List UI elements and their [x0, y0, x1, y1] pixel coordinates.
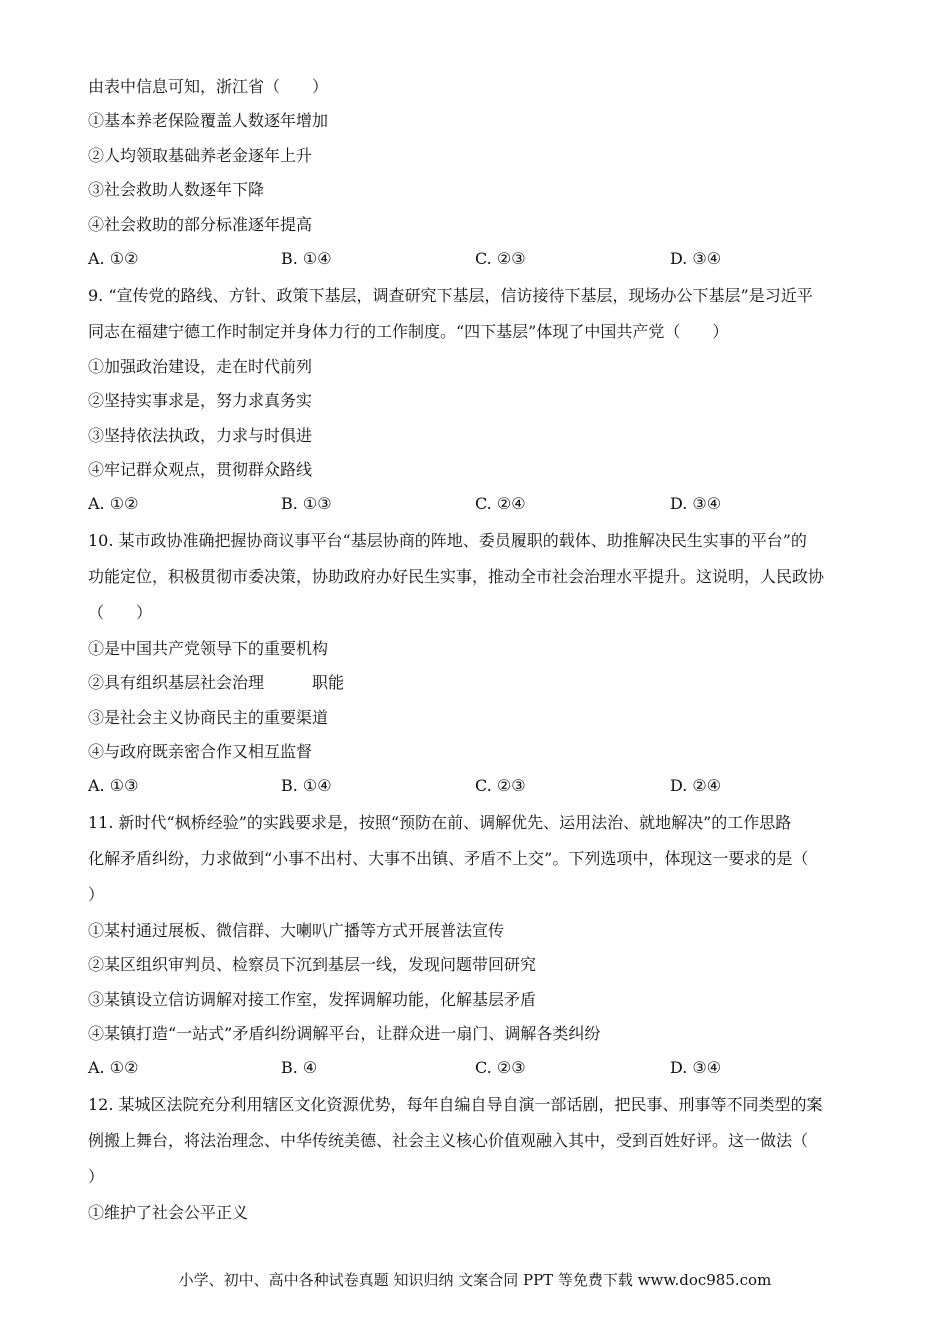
q12-item-1: ①维护了社会公平正义: [88, 1203, 249, 1222]
q9-option-a: A. ①②: [88, 494, 139, 513]
q9-option-b: B. ①③: [281, 494, 332, 513]
q10-stem-line-1: 10. 某市政协准确把握协商议事平台“基层协商的阵地、委员履职的载体、助推解决民生实事的平台”的: [88, 531, 807, 550]
q12-stem-line-3: ）: [88, 1167, 105, 1186]
q10-option-c: C. ②③: [475, 776, 526, 795]
q12-stem-line-1: 12. 某城区法院充分利用辖区文化资源优势，每年自编自导自演一部话剧，把民事、刑事等不同类型的案: [88, 1095, 823, 1114]
q8-item-2: ②人均领取基础养老金逐年上升: [88, 146, 313, 165]
q11-item-1: ①某村通过展板、微信群、大喇叭广播等方式开展普法宣传: [88, 921, 505, 940]
q10-stem-line-2: 功能定位，积极贯彻市委决策，协助政府办好民生实事，推动全市社会治理水平提升。这说明，人民政协: [88, 567, 825, 586]
q11-option-d: D. ③④: [670, 1058, 722, 1077]
q8-option-d: D. ③④: [670, 249, 722, 268]
q11-stem-line-3: ）: [88, 885, 105, 904]
q11-item-3: ③某镇设立信访调解对接工作室，发挥调解功能，化解基层矛盾: [88, 990, 537, 1009]
q10-stem-line-3: （ ）: [88, 603, 153, 622]
q9-stem-line-2: 同志在福建宁德工作时制定并身体力行的工作制度。“四下基层”体现了中国共产党（ ）: [88, 322, 729, 341]
q10-item-3: ③是社会主义协商民主的重要渠道: [88, 708, 329, 727]
q11-option-b: B. ④: [281, 1058, 318, 1077]
q9-options: [88, 493, 868, 515]
q12-stem-line-2: 例搬上舞台，将法治理念、中华传统美德、社会主义核心价值观融入其中，受到百姓好评。这一做法（: [88, 1131, 809, 1150]
q11-stem-line-2: 化解矛盾纠纷，力求做到“小事不出村、大事不出镇、矛盾不上交”。下列选项中，体现这一要求的是（: [88, 849, 809, 868]
q8-option-c: C. ②③: [475, 249, 526, 268]
q11-item-2: ②某区组织审判员、检察员下沉到基层一线，发现问题带回研究: [88, 955, 537, 974]
q11-option-c: C. ②③: [475, 1058, 526, 1077]
q10-item-1: ①是中国共产党领导下的重要机构: [88, 639, 329, 658]
q9-item-3: ③坚持依法执政，力求与时俱进: [88, 426, 313, 445]
q10-options: [88, 775, 868, 797]
q10-item-2: ②具有组织基层社会治理 职能: [88, 673, 345, 692]
page-footer: 小学、初中、高中各种试卷真题 知识归纳 文案合同 PPT 等免费下载 www.doc985.com: [178, 1271, 772, 1289]
q9-stem-line-1: 9. “宣传党的路线、方针、政策下基层，调查研究下基层，信访接待下基层，现场办公下基层”是习近平: [88, 286, 813, 305]
q10-option-d: D. ②④: [670, 776, 722, 795]
q11-options: [88, 1057, 868, 1079]
q10-item-4: ④与政府既亲密合作又相互监督: [88, 742, 313, 761]
q8-item-1: ①基本养老保险覆盖人数逐年增加: [88, 111, 329, 130]
q8-options: [88, 248, 868, 270]
q8-item-4: ④社会救助的部分标准逐年提高: [88, 215, 313, 234]
q9-item-2: ②坚持实事求是，努力求真务实: [88, 391, 313, 410]
q11-stem-line-1: 11. 新时代“枫桥经验”的实践要求是，按照“预防在前、调解优先、运用法治、就地解决”的工作思路: [88, 813, 792, 832]
q9-option-d: D. ③④: [670, 494, 722, 513]
q8-option-b: B. ①④: [281, 249, 332, 268]
q10-option-a: A. ①③: [88, 776, 139, 795]
q9-item-4: ④牢记群众观点，贯彻群众路线: [88, 460, 313, 479]
q11-item-4: ④某镇打造“一站式”矛盾纠纷调解平台，让群众进一扇门、调解各类纠纷: [88, 1024, 601, 1043]
q8-item-3: ③社会救助人数逐年下降: [88, 180, 265, 199]
q11-option-a: A. ①②: [88, 1058, 139, 1077]
q9-option-c: C. ②④: [475, 494, 526, 513]
q8-option-a: A. ①②: [88, 249, 139, 268]
q9-item-1: ①加强政治建设，走在时代前列: [88, 357, 313, 376]
q10-option-b: B. ①④: [281, 776, 332, 795]
q8-stem: 由表中信息可知，浙江省（ ）: [88, 77, 329, 96]
